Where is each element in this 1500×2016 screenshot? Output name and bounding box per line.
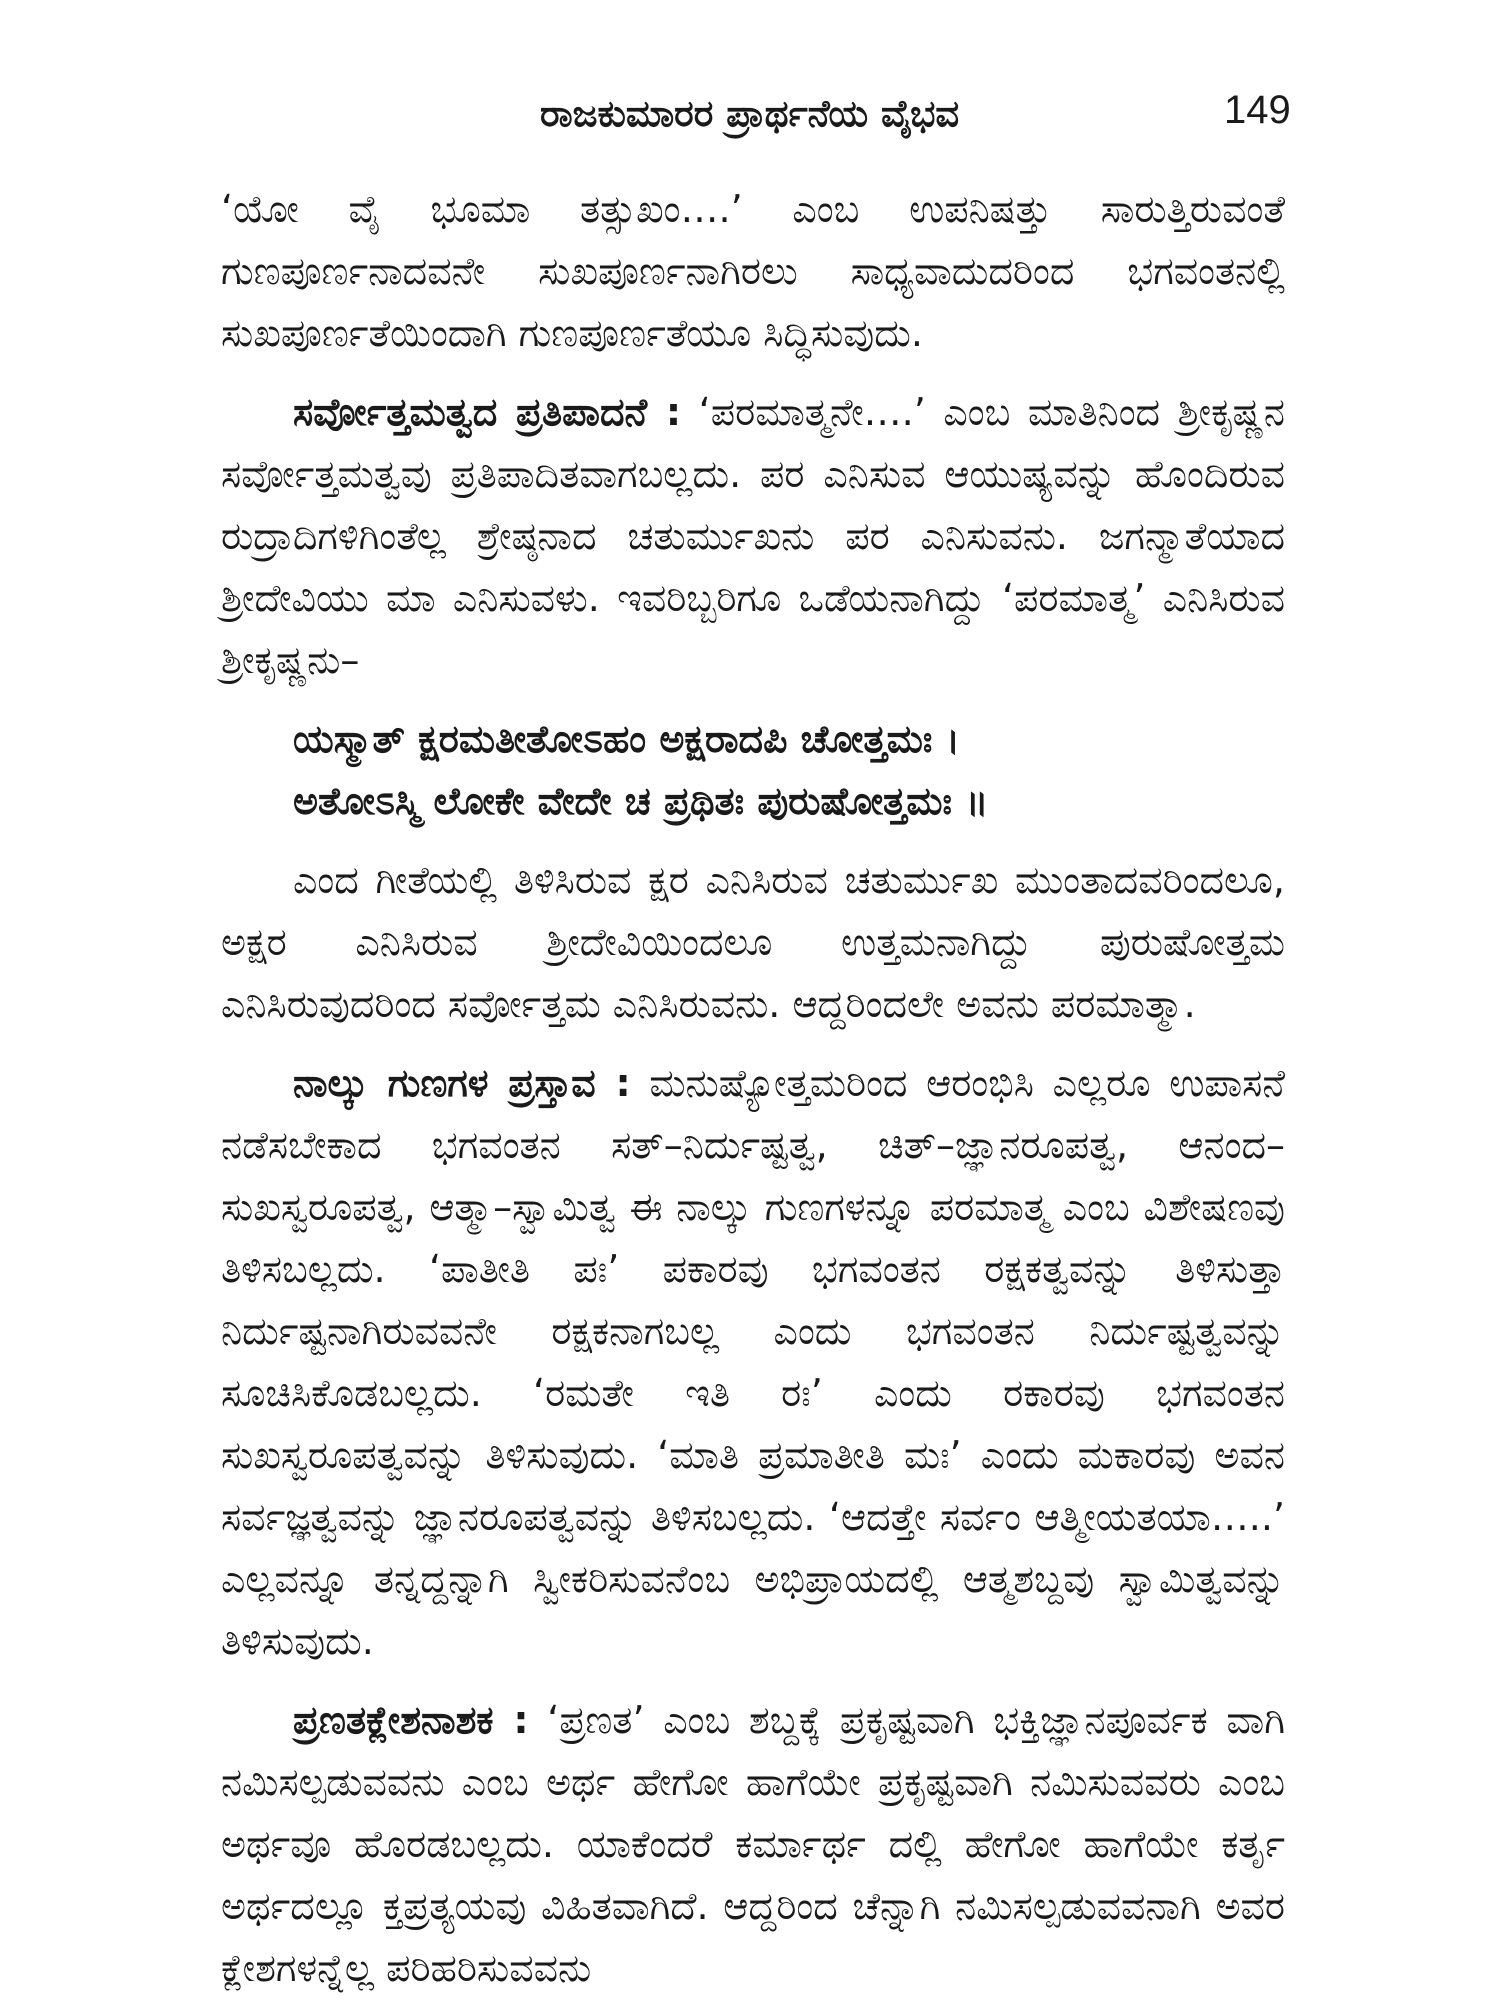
paragraph-4 [221, 1052, 1285, 1672]
paragraph-4-body: ಮನುಷ್ಯೋತ್ತಮರಿಂದ ಆರಂಭಿಸಿ ಎಲ್ಲರೂ ಉಪಾಸನೆ ನಡೆಸಬೇಕಾದ ಭಗವಂತನ ಸತ್–ನಿರ್ದುಷ್ಟತ್ವ, ಚಿತ್–ಜ್ಞಾನರೂಪತ್ವ, ಆನಂದ–ಸುಖಸ್ವರೂಪತ್ವ, ಆತ್ಮಾ–ಸ್ವಾಮಿತ್ವ ಈ ನಾಲ್ಕು ಗುಣಗಳನ್ನೂ ಪರಮಾತ್ಮ ಎಂಬ ವಿಶೇಷಣವು ತಿಳಿಸಬಲ್ಲದು. ‘ಪಾತೀತಿ ಪಃ’ ಪಕಾರವು ಭಗವಂತನ ರಕ್ಷಕತ್ವವನ್ನು ತಿಳಿಸುತ್ತಾ ನಿರ್ದುಷ್ಟನಾಗಿರುವವನೇ ರಕ್ಷಕನಾಗಬಲ್ಲ ಎಂದು ಭಗವಂತನ ನಿರ್ದುಷ್ಟತ್ವವನ್ನು ಸೂಚಿಸಿಕೊಡಬಲ್ಲದು. ‘ರಮತೇ ಇತಿ ರಃ’ ಎಂದು ರಕಾರವು ಭಗವಂತನ ಸುಖಸ್ವರೂಪತ್ವವನ್ನು ತಿಳಿಸುವುದು. ‘ಮಾತಿ ಪ್ರಮಾತೀತಿ ಮಃ’ ಎಂದು ಮಕಾರವು ಅವನ ಸರ್ವಜ್ಞತ್ವವನ್ನು ಜ್ಞಾನರೂಪತ್ವವನ್ನು ತಿಳಿಸಬಲ್ಲದು. ‘ಆದತ್ತೇ ಸರ್ವಂ ಆತ್ಮೀಯತಯಾ…..’ ಎಲ್ಲವನ್ನೂ ತನ್ನದ್ದನ್ನಾಗಿ ಸ್ವೀಕರಿಸುವನೆಂಬ ಅಭಿಪ್ರಾಯದಲ್ಲಿ ಆತ್ಮಶಬ್ದವು ಸ್ವಾಮಿತ್ವವನ್ನು ತಿಳಿಸುವುದು. [221, 1061, 1285, 1663]
section-heading-four-qualities: ನಾಲ್ಕು ಗುಣಗಳ ಪ್ರಸ್ತಾವ : [293, 1061, 631, 1105]
running-header [0, 88, 1500, 148]
paragraph-3: ಎಂದ ಗೀತೆಯಲ್ಲಿ ತಿಳಿಸಿರುವ ಕ್ಷರ ಎನಿಸಿರುವ ಚತುರ್ಮುಖ ಮುಂತಾದವರಿಂದಲೂ, ಅಕ್ಷರ ಎನಿಸಿರುವ ಶ್ರೀದೇವಿಯಿಂದಲೂ ಉತ್ತಮನಾಗಿದ್ದು ಪುರುಷೋತ್ತಮ ಎನಿಸಿರುವುದರಿಂದ ಸರ್ವೋತ್ತಮ ಎನಿಸಿರುವನು. ಆದ್ದರಿಂದಲೇ ಅವನು ಪರಮಾತ್ಮಾ. [221, 858, 1285, 1026]
paragraph-2-body: ‘ಪರಮಾತ್ಮನೇ….’ ಎಂಬ ಮಾತಿನಿಂದ ಶ್ರೀಕೃಷ್ಣನ ಸರ್ವೋತ್ತಮತ್ವವು ಪ್ರತಿಪಾದಿತವಾಗಬಲ್ಲದು. ಪರ ಎನಿಸುವ ಆಯುಷ್ಯವನ್ನು ಹೊಂದಿರುವ ರುದ್ರಾದಿಗಳಿಗಿಂತೆಲ್ಲ ಶ್ರೇಷ್ಠನಾದ ಚತುರ್ಮುಖನು ಪರ ಎನಿಸುವನು. ಜಗನ್ಮಾತೆಯಾದ ಶ್ರೀದೇವಿಯು ಮಾ ಎನಿಸುವಳು. ಇವರಿಬ್ಬರಿಗೂ ಒಡೆಯನಾಗಿದ್ದು ‘ಪರಮಾತ್ಮ’ ಎನಿಸಿರುವ ಶ್ರೀಕೃಷ್ಣನು– [221, 390, 1285, 682]
verse-line-2: ಅತೋಽಸ್ಮಿ ಲೋಕೇ ವೇದೇ ಚ ಪ್ರಥಿತಃ ಪುರುಷೋತ್ತಮಃ ॥ [293, 779, 989, 823]
paragraph-2 [221, 381, 1285, 691]
body-text [221, 178, 1285, 2016]
paragraph-5-body: ‘ಪ್ರಣತ’ ಎಂಬ ಶಬ್ದಕ್ಕೆ ಪ್ರಕೃಷ್ಟವಾಗಿ ಭಕ್ತಿಜ್ಞಾನಪೂರ್ವಕ ವಾಗಿ ನಮಿಸಲ್ಪಡುವವನು ಎಂಬ ಅರ್ಥ ಹೇಗೋ ಹಾಗೆಯೇ ಪ್ರಕೃಷ್ಟವಾಗಿ ನಮಿಸುವವರು ಎಂಬ ಅರ್ಥವೂ ಹೊರಡಬಲ್ಲದು. ಯಾಕೆಂದರೆ ಕರ್ಮಾರ್ಥ ದಲ್ಲಿ ಹೇಗೋ ಹಾಗೆಯೇ ಕರ್ತೃ ಅರ್ಥದಲ್ಲೂ ಕ್ತಪ್ರತ್ಯಯವು ವಿಹಿತವಾಗಿದೆ. ಆದ್ದರಿಂದ ಚೆನ್ನಾಗಿ ನಮಿಸಲ್ಪಡುವವನಾಗಿ ಅವರ ಕ್ಲೇಶಗಳನ್ನೆಲ್ಲ ಪರಿಹರಿಸುವವನು [221, 1698, 1286, 1990]
verse-line-1: ಯಸ್ಮಾತ್ ಕ್ಷರಮತೀತೋಽಹಂ ಅಕ್ಷರಾದಪಿ ಚೋತ್ತಮಃ । [293, 717, 960, 761]
section-heading-pranata-klesha-nashaka: ಪ್ರಣತಕ್ಲೇಶನಾಶಕ : [293, 1698, 529, 1742]
verse-block [293, 708, 1285, 832]
paragraph-1: ‘ಯೋ ವೈ ಭೂಮಾ ತತ್ಸುಖಂ….’ ಎಂಬ ಉಪನಿಷತ್ತು ಸಾರುತ್ತಿರುವಂತೆ ಗುಣಪೂರ್ಣನಾದವನೇ ಸುಖಪೂರ್ಣನಾಗಿರಲು ಸಾಧ್ಯವಾದುದರಿಂದ ಭಗವಂತನಲ್ಲಿ ಸುಖಪೂರ್ಣತೆಯಿಂದಾಗಿ ಗುಣಪೂರ್ಣತೆಯೂ ಸಿದ್ಧಿಸುವುದು. [221, 187, 1285, 355]
running-title: ರಾಜಕುಮಾರರ ಪ್ರಾರ್ಥನೆಯ ವೈಭವ [540, 92, 960, 135]
paragraph-5 [221, 1689, 1285, 1999]
page-number: 149 [1224, 88, 1291, 132]
section-heading-sarvottamatva: ಸರ್ವೋತ್ತಮತ್ವದ ಪ್ರತಿಪಾದನೆ : [293, 390, 682, 434]
